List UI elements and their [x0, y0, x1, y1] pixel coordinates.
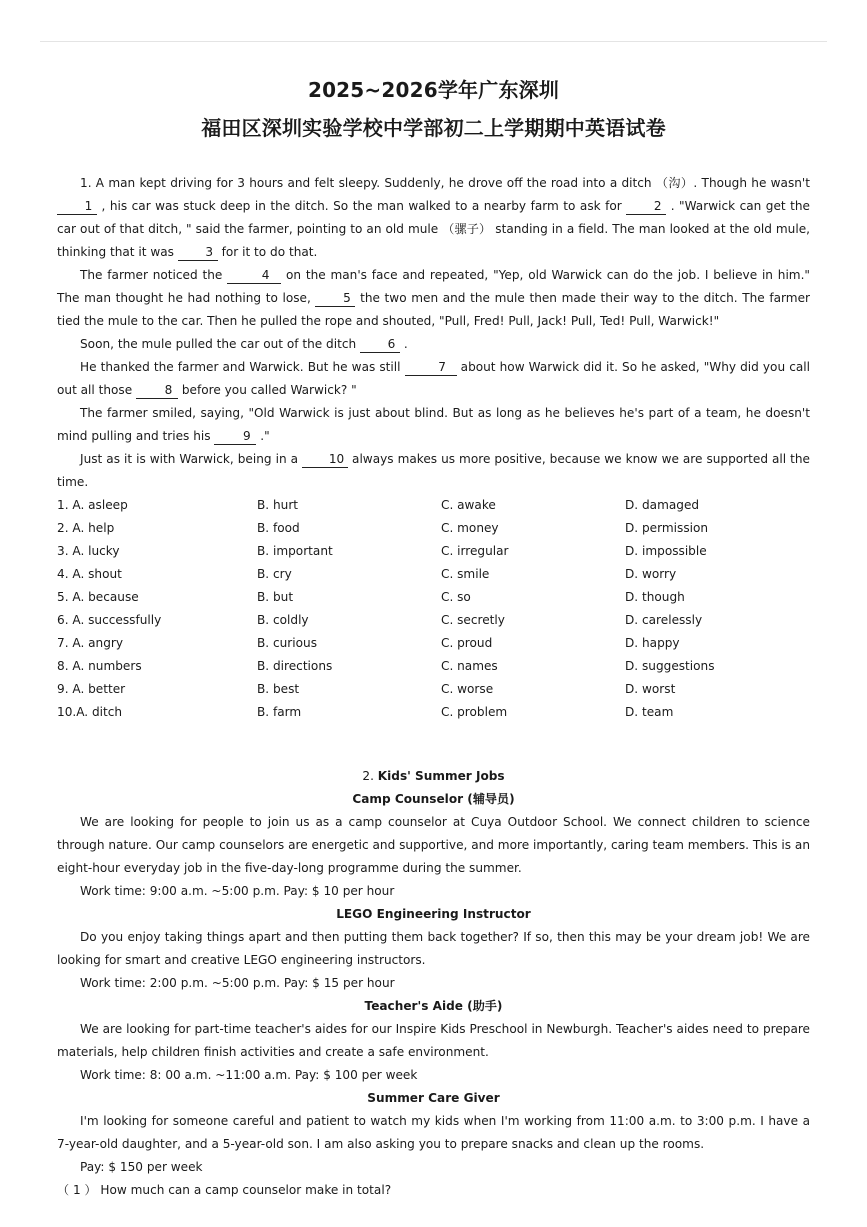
blank-8: 8	[136, 383, 178, 399]
option-row	[57, 540, 810, 563]
passage-paragraph-6	[57, 448, 810, 494]
paragraph-text: Soon, the mule pulled the car out of the ditch	[80, 337, 360, 351]
blank-10: 10	[302, 452, 348, 468]
option-d: D. worst	[625, 682, 676, 696]
option-d: D. suggestions	[625, 659, 715, 673]
job-description: I'm looking for someone careful and patient to watch my kids when I'm working from 11:00 a.m. to 3:00 p.m. I have a 7-year-old daughter, and a 5-year-old son. I am also asking you to prepare snacks and clean up the rooms.	[57, 1114, 810, 1151]
option-d: D. carelessly	[625, 613, 703, 627]
option-c: C. awake	[441, 498, 496, 512]
job-title: Summer Care Giver	[367, 1091, 500, 1105]
option-row	[57, 632, 810, 655]
paragraph-text: 1. A man kept driving for 3 hours and felt sleepy. Suddenly, he drove off the road into a ditch （沟）. Though he wasn't	[80, 176, 810, 190]
paragraph-text: before you called Warwick? "	[178, 383, 357, 397]
options-list	[57, 494, 810, 724]
blank-3: 3	[178, 245, 218, 261]
option-row	[57, 655, 810, 678]
passage-title: Kids' Summer Jobs	[377, 769, 505, 783]
paragraph-text: ."	[256, 429, 270, 443]
option-row	[57, 563, 810, 586]
option-c: C. worse	[441, 682, 494, 696]
option-a: 10.A. ditch	[57, 705, 123, 719]
option-row	[57, 586, 810, 609]
option-b: B. coldly	[257, 613, 309, 627]
job-info: Work time: 9:00 a.m. ~5:00 p.m. Pay: $ 10 per hour	[80, 884, 395, 898]
blank-6: 6	[360, 337, 400, 353]
option-a: 3. A. lucky	[57, 544, 120, 558]
passage-paragraph-1	[57, 172, 810, 264]
section-gap	[57, 724, 810, 765]
option-d: D. permission	[625, 521, 709, 535]
paragraph-text: He thanked the farmer and Warwick. But he was still	[80, 360, 405, 374]
passage-paragraph-2	[57, 264, 810, 333]
option-c: C. irregular	[441, 544, 509, 558]
job-description: We are looking for part-time teacher's aides for our Inspire Kids Preschool in Newburgh. Teacher's aides need to prepare materials, help children finish activities and create a safe environment.	[57, 1022, 810, 1059]
exam-content	[57, 172, 810, 1202]
option-a: 4. A. shout	[57, 567, 122, 581]
top-divider	[40, 41, 827, 42]
job-title: Camp Counselor (辅导员)	[352, 792, 515, 806]
option-a: 5. A. because	[57, 590, 139, 604]
option-b: B. directions	[257, 659, 333, 673]
option-row	[57, 517, 810, 540]
paragraph-text: on the man's face and repeated, "Yep, old Warwick can do the job. I believe in him." The man thought he had nothing to lose,	[57, 268, 810, 305]
job-description: Do you enjoy taking things apart and then putting them back together? If so, then this may be your dream job! We are looking for smart and creative LEGO engineering instructors.	[57, 930, 810, 967]
job-description: We are looking for people to join us as a camp counselor at Cuya Outdoor School. We connect children to science through nature. Our camp counselors are energetic and supportive, and more importantly, caring team members. This is an eight-hour everyday job in the five-day-long programme during the summer.	[57, 815, 810, 875]
option-c: C. money	[441, 521, 499, 535]
option-b: B. best	[257, 682, 300, 696]
option-c: C. proud	[441, 636, 493, 650]
option-b: B. farm	[257, 705, 302, 719]
option-b: B. cry	[257, 567, 292, 581]
option-b: B. hurt	[257, 498, 299, 512]
question-number: 2.	[362, 769, 378, 783]
option-b: B. but	[257, 590, 294, 604]
option-d: D. happy	[625, 636, 680, 650]
job-info: Pay: $ 150 per week	[80, 1160, 203, 1174]
option-d: D. worry	[625, 567, 677, 581]
option-c: C. smile	[441, 567, 490, 581]
option-c: C. secretly	[441, 613, 505, 627]
option-a: 1. A. asleep	[57, 498, 128, 512]
question-2-heading	[57, 765, 810, 788]
job-info: Work time: 8: 00 a.m. ~11:00 a.m. Pay: $ 100 per week	[80, 1068, 418, 1082]
page-subtitle: 福田区深圳实验学校中学部初二上学期期中英语试卷	[201, 116, 666, 140]
option-row	[57, 701, 810, 724]
option-a: 9. A. better	[57, 682, 126, 696]
option-c: C. so	[441, 590, 471, 604]
option-c: C. problem	[441, 705, 508, 719]
option-a: 6. A. successfully	[57, 613, 162, 627]
paragraph-text: The farmer smiled, saying, "Old Warwick is just about blind. But as long as he believes he's part of a team, he doesn't mind pulling and tries his	[57, 406, 810, 443]
option-c: C. names	[441, 659, 498, 673]
paragraph-text: always makes us more positive, because we know we are supported all the time.	[57, 452, 811, 489]
option-b: B. important	[257, 544, 333, 558]
option-a: 2. A. help	[57, 521, 115, 535]
option-b: B. curious	[257, 636, 317, 650]
blank-2: 2	[626, 199, 666, 215]
option-row	[57, 494, 810, 517]
paragraph-text: . "Warwick can get the car out of that ditch, " said the farmer, pointing to an old mule （骡子） standing in a field. The man looked at the old mule, thinking that it was	[57, 199, 811, 259]
paragraph-text: about how Warwick did it. So he asked, "Why did you call out all those	[57, 360, 810, 397]
option-a: 7. A. angry	[57, 636, 124, 650]
sub-question-1: （ 1 ） How much can a camp counselor make in total?	[57, 1183, 392, 1197]
paragraph-text: The farmer noticed the	[80, 268, 228, 282]
paragraph-text: for it to do that.	[217, 245, 318, 259]
option-row	[57, 678, 810, 701]
paragraph-text: Just as it is with Warwick, being in a	[80, 452, 303, 466]
job-info: Work time: 2:00 p.m. ~5:00 p.m. Pay: $ 15 per hour	[80, 976, 395, 990]
option-d: D. damaged	[625, 498, 700, 512]
passage-paragraph-5	[57, 402, 810, 448]
option-d: D. though	[625, 590, 685, 604]
blank-7: 7	[405, 360, 457, 376]
blank-4: 4	[227, 268, 281, 284]
option-row	[57, 609, 810, 632]
passage-paragraph-3	[57, 333, 810, 356]
paragraph-text: .	[399, 337, 408, 351]
blank-9: 9	[214, 429, 256, 445]
page-title: 2025~2026学年广东深圳	[307, 78, 560, 102]
job-title: Teacher's Aide (助手)	[364, 999, 503, 1013]
blank-5: 5	[315, 291, 355, 307]
job-title: LEGO Engineering Instructor	[336, 907, 531, 921]
option-d: D. impossible	[625, 544, 707, 558]
paragraph-text: the two men and the mule then made their way to the ditch. The farmer tied the mule to the car. Then he pulled the rope and shouted, "Pull, Fred! Pull, Jack! Pull, Ted! Pull, Warwick!"	[57, 291, 810, 328]
option-d: D. team	[625, 705, 674, 719]
option-a: 8. A. numbers	[57, 659, 142, 673]
option-b: B. food	[257, 521, 300, 535]
passage-paragraph-4	[57, 356, 810, 402]
paragraph-text: , his car was stuck deep in the ditch. So the man walked to a nearby farm to ask for	[97, 199, 627, 213]
blank-1: 1	[57, 199, 97, 215]
